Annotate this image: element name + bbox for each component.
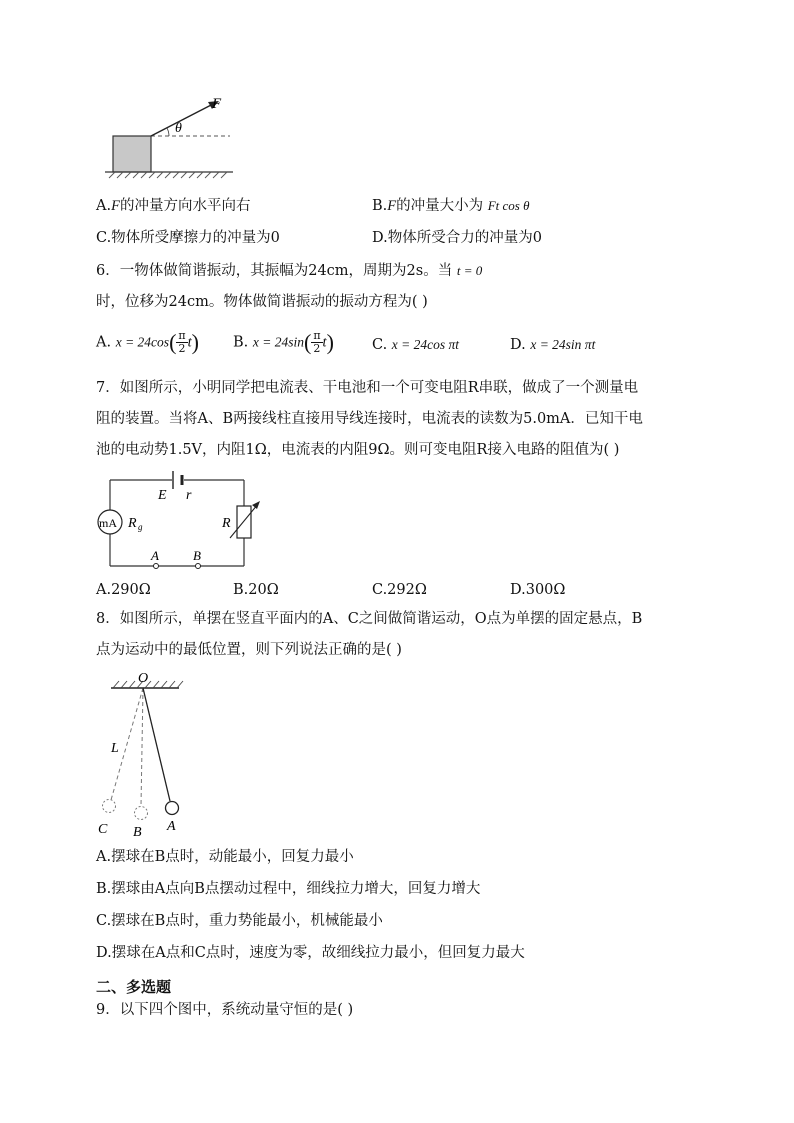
svg-text:R: R [128, 516, 137, 531]
force-arrow [151, 103, 215, 136]
q8-option-a[interactable]: A.摆球在B点时，动能最小，回复力最小 [96, 849, 354, 865]
q5-option-b[interactable]: B.F的冲量大小为 Ft cos θ [372, 198, 530, 214]
svg-text:O: O [138, 671, 149, 686]
q8-pendulum-figure [95, 668, 195, 840]
q7-option-a[interactable]: A.290Ω [96, 582, 151, 598]
q9-stem-line1: 9．以下四个图中，系统动量守恒的是( ) [96, 1002, 354, 1018]
q5-formula-ft-cos: Ft cos θ [487, 198, 530, 213]
q6-stem-line1: 6．一物体做简谐振动，其振幅为24cm，周期为2s。当 t = 0 [96, 263, 483, 279]
q8-stem-line1: 8．如图所示，单摆在竖直平面内的A、C之间做简谐运动，O点为单摆的固定悬点，B [96, 611, 643, 627]
q6-b-fraction: $\frac{\pi}{2}$ [313, 329, 321, 355]
q5-option-a[interactable]: A.F的冲量方向水平向右 [96, 198, 251, 214]
q5-figure [95, 88, 245, 183]
svg-text:R: R [222, 516, 231, 531]
q7-option-d[interactable]: D.300Ω [510, 582, 566, 598]
q7-stem-line2: 阻的装置。当将A、B两接线柱直接用导线连接时，电流表的读数为5.0mA．已知干电 [96, 411, 643, 427]
q6-option-d[interactable]: D. x = 24sin πt [510, 337, 596, 353]
svg-text:A: A [151, 548, 159, 563]
q7-stem-line1: 7．如图所示，小明同学把电流表、干电池和一个可变电阻R串联，做成了一个测量电 [96, 380, 639, 396]
svg-text:r: r [186, 488, 192, 503]
terminal-b [196, 564, 201, 569]
pendulum-ball-a [166, 802, 179, 815]
q5-option-d[interactable]: D.物体所受合力的冲量为0 [372, 230, 542, 246]
svg-text:A: A [167, 819, 176, 834]
force-label: F [212, 96, 222, 112]
svg-text:B: B [133, 825, 142, 840]
svg-text:C: C [98, 822, 108, 837]
block [113, 136, 151, 172]
q6-option-b[interactable]: B. x = 24sin( $\frac{\pi}{2}$ t) [233, 329, 334, 355]
svg-text:L: L [111, 741, 119, 756]
q8-stem-line2: 点为运动中的最低位置，则下列说法正确的是( ) [96, 642, 402, 658]
q7-option-c[interactable]: C.292Ω [372, 582, 427, 598]
angle-label: θ [175, 121, 182, 136]
q8-option-c[interactable]: C.摆球在B点时，重力势能最小，机械能最小 [96, 913, 383, 929]
q7-circuit-figure [92, 468, 262, 574]
svg-text:mA: mA [99, 516, 117, 530]
q8-option-b[interactable]: B.摆球由A点向B点摆动过程中，细线拉力增大，回复力增大 [96, 881, 481, 897]
q7-stem-line3: 池的电动势1.5V，内阻1Ω，电流表的内阻9Ω。则可变电阻R接入电路的阻值为( ) [96, 442, 620, 458]
angle-arc [167, 128, 169, 136]
pendulum-ball-c [103, 800, 116, 813]
q6-option-c[interactable]: C. x = 24cos πt [372, 337, 460, 353]
svg-text:E: E [158, 488, 167, 503]
q5-option-c[interactable]: C.物体所受摩擦力的冲量为0 [96, 230, 280, 246]
section-title-multiple-choice: 二、多选题 [96, 978, 172, 996]
ground-hatch [109, 172, 227, 178]
terminal-a [154, 564, 159, 569]
q7-option-b[interactable]: B.20Ω [233, 582, 279, 598]
q6-a-fraction: $\frac{\pi}{2}$ [178, 329, 186, 355]
svg-text:B: B [193, 548, 201, 563]
pendulum-ball-b [135, 807, 148, 820]
q6-option-a[interactable]: A. x = 24cos( $\frac{\pi}{2}$ t) [96, 329, 199, 355]
svg-text:g: g [138, 522, 143, 532]
q6-stem-line2: 时，位移为24cm。物体做简谐振动的振动方程为( ) [96, 294, 428, 310]
q8-option-d[interactable]: D.摆球在A点和C点时，速度为零，故细线拉力最小，但回复力最大 [96, 945, 525, 961]
variable-resistor [237, 506, 251, 538]
